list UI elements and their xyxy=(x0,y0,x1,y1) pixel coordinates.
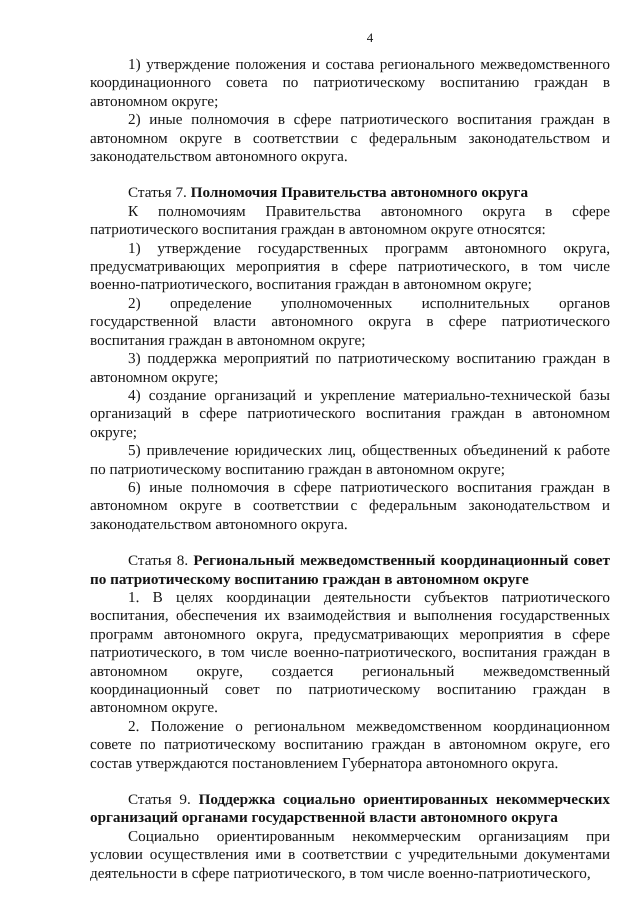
article-7-heading xyxy=(90,184,610,202)
article-9-number: Статья 9. xyxy=(128,791,191,809)
paragraph-item-1: 1) утверждение положения и состава регионального межведомственного координационного совета по патриотическому воспитанию граждан в автономном округе; xyxy=(90,56,610,110)
article-8-part-2: 2. Положение о региональном межведомственном координационном совете по патриотическому воспитанию граждан в автономном округе, его состав утверждаются постановлением Губернатора автономного округа. xyxy=(90,717,610,772)
section-gap xyxy=(90,773,610,791)
article-7-item-5: 5) привлечение юридических лиц, общественных объединений к работе по патриотическому воспитанию граждан в автономном округе; xyxy=(90,442,610,478)
page-number: 4 xyxy=(366,30,374,45)
article-7-item-4: 4) создание организаций и укрепление материально-технической базы организаций в сфере патриотического воспитания граждан в автономном округе; xyxy=(90,386,610,441)
article-7-intro: К полномочиям Правительства автономного округа в сфере патриотического воспитания граждан в автономном округе относятся: xyxy=(90,202,610,239)
article-7-number: Статья 7. xyxy=(128,184,187,202)
article-8-heading xyxy=(90,552,610,589)
article-8-part-1: 1. В целях координации деятельности субъектов патриотического воспитания, обеспечения их взаимодействия и выполнения государственных программ автономного округа, предусматривающих мероприятия в сфере патриотического, в том числе военно-патриотического, воспитания граждан в автономном округе, создается региональный межведомственный координационный совет по патриотическому воспитанию граждан в автономном округе. xyxy=(90,588,610,717)
article-7-item-1: 1) утверждение государственных программ автономного округа, предусматривающих мероприятия в сфере патриотического, в том числе военно-патриотического, воспитания граждан в автономном округе; xyxy=(90,239,610,294)
article-7-item-6: 6) иные полномочия в сфере патриотического воспитания граждан в автономном округе в соответствии с федеральным законодательством и законодательством автономного округа. xyxy=(90,478,610,533)
article-9-body: Социально ориентированным некоммерческим организациям при условии осуществления ими в соответствии с учредительными документами деятельности в сфере патриотического, в том числе военно-патриотического, xyxy=(90,827,610,882)
article-9-heading xyxy=(90,791,610,828)
article-7-title: Полномочия Правительства автономного округа xyxy=(190,184,529,202)
article-8-title: Региональный межведомственный координационный совет по патриотическому воспитанию граждан в автономном округе xyxy=(90,552,611,588)
article-7-item-2: 2) определение уполномоченных исполнительных органов государственной власти автономного округа в сфере патриотического воспитания граждан в автономном округе; xyxy=(90,294,610,349)
section-gap xyxy=(90,166,610,184)
article-8-number: Статья 8. xyxy=(128,552,189,570)
article-9-title: Поддержка социально ориентированных некоммерческих организаций органами государственной власти автономного округа xyxy=(90,791,611,827)
section-gap xyxy=(90,534,610,552)
article-7-item-3: 3) поддержка мероприятий по патриотическому воспитанию граждан в автономном округе; xyxy=(90,350,610,386)
paragraph-item-2: 2) иные полномочия в сфере патриотического воспитания граждан в автономном округе в соответствии с федеральным законодательством и законодательством автономного округа. xyxy=(90,111,610,166)
